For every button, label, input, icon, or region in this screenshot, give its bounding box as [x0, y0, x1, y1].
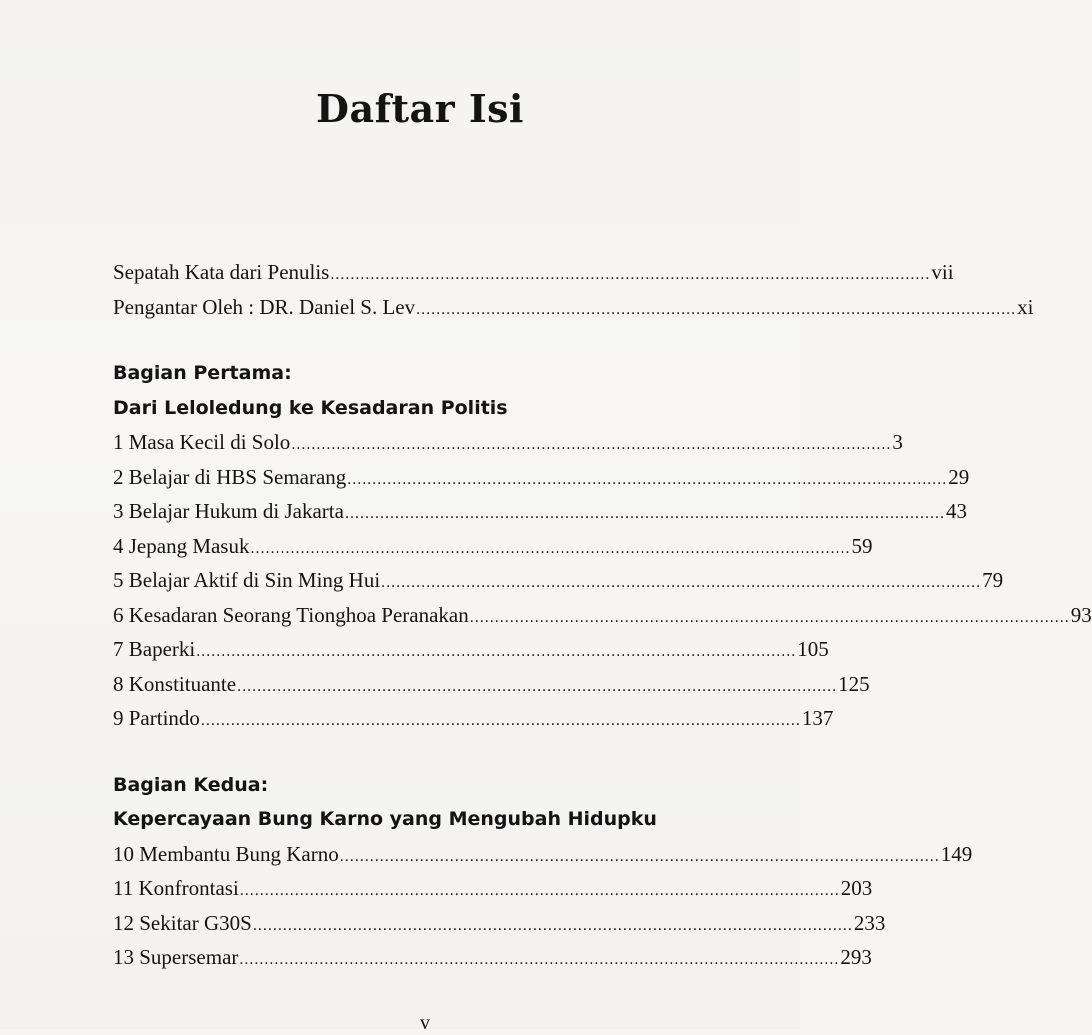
- front-matter-list: [113, 255, 1034, 324]
- toc-entry: [113, 701, 834, 736]
- toc-entry: [113, 871, 873, 906]
- toc-entry-page-number: 105: [797, 637, 829, 661]
- toc-entry: [113, 529, 873, 564]
- table-of-contents: [113, 255, 1092, 975]
- toc-entry-title: 5 Belajar Aktif di Sin Ming Hui: [113, 568, 381, 592]
- toc-entry: [113, 460, 970, 495]
- toc-entry-page-number: 137: [801, 706, 834, 730]
- part-one-subtitle: Dari Leloledung ke Kesadaran Politis: [113, 396, 508, 419]
- toc-entry-title: 12 Sekitar G30S: [113, 910, 252, 935]
- toc-entry-page-number: 43: [945, 499, 967, 523]
- dot-leader: ........................................................................................................................: [250, 539, 851, 557]
- toc-entry: [113, 494, 967, 529]
- toc-entry-page-number: 3: [892, 430, 903, 454]
- toc-entry-title: 3 Belajar Hukum di Jakarta: [113, 499, 344, 523]
- toc-entry-page-number: 93: [1070, 602, 1092, 627]
- dot-leader: ........................................................................................................................: [416, 300, 1017, 318]
- dot-leader: ........................................................................................................................: [200, 712, 801, 729]
- toc-entry-title: 1 Masa Kecil di Solo: [113, 430, 291, 454]
- toc-entry-title: 7 Baperki: [113, 637, 196, 661]
- page-title: Daftar Isi: [316, 86, 524, 131]
- section-spacer: [113, 324, 701, 356]
- dot-leader: ........................................................................................................................: [381, 574, 982, 591]
- toc-entry-title: 13 Supersemar: [113, 945, 239, 969]
- toc-entry-title: 9 Partindo: [113, 706, 200, 730]
- part-one-heading: Bagian Pertama:: [113, 362, 292, 384]
- dot-leader: ........................................................................................................................: [291, 436, 892, 453]
- toc-entry-page-number: 79: [982, 568, 1004, 592]
- toc-entry-title: 10 Membantu Bung Karno: [113, 841, 339, 866]
- page-number-folio: v: [420, 1012, 430, 1034]
- toc-entry-page-number: 149: [940, 841, 973, 866]
- toc-entry: [113, 940, 872, 975]
- toc-entry-title: Sepatah Kata dari Penulis: [113, 260, 330, 284]
- part-two-heading: Bagian Kedua:: [113, 773, 269, 796]
- dot-leader: ........................................................................................................................: [344, 505, 945, 522]
- toc-entry-title: 6 Kesadaran Seorang Tionghoa Peranakan: [113, 602, 469, 627]
- dot-leader: ........................................................................................................................: [252, 916, 853, 934]
- toc-entry: [113, 290, 1034, 325]
- part-two-subtitle: Kepercayaan Bung Karno yang Mengubah Hidupku: [113, 808, 657, 830]
- toc-entry-title: 4 Jepang Masuk: [113, 533, 250, 558]
- toc-entry-page-number: vii: [931, 260, 954, 284]
- dot-leader: ........................................................................................................................: [237, 677, 838, 695]
- dot-leader: ........................................................................................................................: [347, 470, 948, 488]
- toc-entry: [113, 598, 1092, 633]
- toc-entry-title: 11 Konfrontasi: [113, 876, 239, 900]
- toc-entry: [113, 425, 903, 460]
- toc-entry-title: 8 Konstituante: [113, 671, 237, 696]
- toc-entry-page-number: 59: [851, 533, 873, 558]
- toc-entry: [113, 632, 829, 667]
- toc-entry: [113, 667, 870, 702]
- toc-entry-page-number: 203: [840, 876, 873, 900]
- toc-entry: [113, 906, 886, 941]
- dot-leader: ........................................................................................................................: [239, 882, 840, 899]
- toc-entry-title: 2 Belajar di HBS Semarang: [113, 464, 347, 489]
- section-spacer: [113, 736, 701, 768]
- toc-entry-page-number: 293: [840, 945, 872, 969]
- dot-leader: ........................................................................................................................: [339, 847, 940, 865]
- part-two-chapter-list: [113, 837, 973, 975]
- toc-entry-page-number: xi: [1017, 294, 1034, 319]
- dot-leader: ........................................................................................................................: [469, 608, 1070, 626]
- toc-entry: [113, 837, 973, 872]
- toc-entry-title: Pengantar Oleh : DR. Daniel S. Lev: [113, 294, 416, 319]
- toc-entry: [113, 255, 954, 290]
- dot-leader: ........................................................................................................................: [239, 951, 840, 968]
- toc-entry-page-number: 125: [838, 671, 870, 696]
- toc-entry: [113, 563, 1004, 598]
- toc-entry-page-number: 29: [948, 464, 970, 489]
- toc-entry-page-number: 233: [853, 910, 886, 935]
- dot-leader: ........................................................................................................................: [330, 266, 931, 283]
- dot-leader: ........................................................................................................................: [196, 643, 797, 660]
- part-one-chapter-list: [113, 425, 1092, 736]
